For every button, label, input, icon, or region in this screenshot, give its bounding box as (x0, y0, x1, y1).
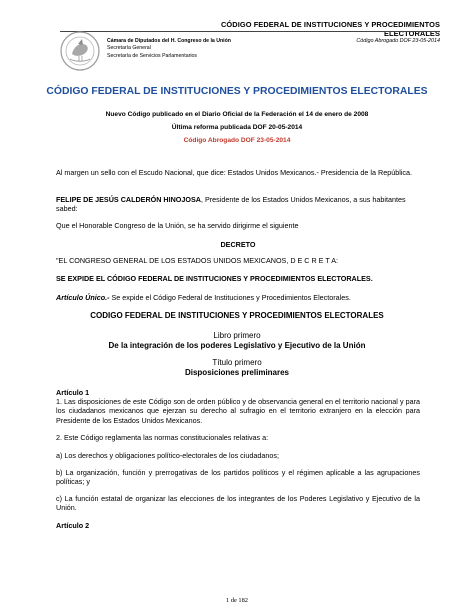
article-1-heading: Artículo 1 (56, 388, 90, 397)
titulo-title: Disposiciones preliminares (184, 368, 290, 378)
header-abrogation-note: Código Abrogado DOF 23-05-2014 (356, 38, 440, 44)
org-department: Secretaría General (107, 45, 151, 52)
president-text: , Presidente de los Estados Unidos Mexicanos, a sus habitantes sabed: (56, 195, 406, 214)
president-paragraph (56, 195, 420, 214)
margin-seal-paragraph: Al margen un sello con el Escudo Nacional, que dice: Estados Unidos Mexicanos.- Presidencia de la República. (56, 168, 412, 177)
code-heading: CODIGO FEDERAL DE INSTITUCIONES Y PROCEDIMIENTOS ELECTORALES (90, 311, 384, 320)
national-seal-icon (58, 30, 102, 72)
libro-label: Libro primero (213, 331, 261, 340)
article-2-heading: Artículo 2 (56, 521, 90, 530)
article-1-paragraph-2: 2. Este Código reglamenta las normas constitucionales relativas a: (56, 433, 269, 442)
decreto-heading: DECRETO (220, 240, 256, 249)
article-1-item-b: b) La organización, función y prerrogativas de los partidos políticos y el régimen aplicable a las agrupaciones políticas; y (56, 468, 420, 487)
article-1-item-a: a) Los derechos y obligaciones político-electorales de los ciudadanos; (56, 451, 279, 460)
page-number: 1 de 182 (225, 597, 248, 604)
document-title: CÓDIGO FEDERAL DE INSTITUCIONES Y PROCEDIMIENTOS ELECTORALES (46, 86, 428, 97)
articulo-unico-paragraph (56, 293, 420, 302)
libro-title: De la integración de los poderes Legislativo y Ejecutivo de la Unión (108, 341, 366, 351)
abrogation-note: Código Abrogado DOF 23-05-2014 (183, 137, 291, 144)
article-1-paragraph-1: 1. Las disposiciones de este Código son de orden público y de observancia general en el territorio nacional y para los ciudadanos mexicanos que ejerzan su derecho al sufragio en el territorio extranjero en la elección para Presidente de los Estados Unidos Mexicanos. (56, 397, 420, 425)
president-name: FELIPE DE JESÚS CALDERÓN HINOJOSA (56, 195, 201, 204)
articulo-unico-label: Artículo Único.- (56, 293, 110, 302)
article-1-item-c: c) La función estatal de organizar las elecciones de los integrantes de los Poderes Legislativo y Ejecutivo de la Unión. (56, 494, 420, 513)
titulo-label: Título primero (212, 358, 262, 367)
publication-note: Nuevo Código publicado en el Diario Oficial de la Federación el 14 de enero de 2008 (105, 111, 369, 118)
congress-decree-line: "EL CONGRESO GENERAL DE LOS ESTADOS UNIDOS MEXICANOS, D E C R E T A: (56, 256, 338, 265)
running-header-title: CÓDIGO FEDERAL DE INSTITUCIONES Y PROCEDIMIENTOS ELECTORALES (220, 20, 440, 38)
org-name: Cámara de Diputados del H. Congreso de la Unión (107, 38, 231, 44)
expide-line: SE EXPIDE EL CÓDIGO FEDERAL DE INSTITUCIONES Y PROCEDIMIENTOS ELECTORALES. (56, 274, 373, 283)
last-reform-note: Última reforma publicada DOF 20-05-2014 (171, 124, 303, 131)
articulo-unico-text: Se expide el Código Federal de Instituciones y Procedimientos Electorales. (109, 293, 351, 302)
header-organization (107, 38, 231, 60)
org-service: Secretaría de Servicios Parlamentarios (107, 52, 197, 59)
header-rule (60, 31, 440, 32)
titulo-heading (40, 358, 434, 379)
congress-paragraph: Que el Honorable Congreso de la Unión, se ha servido dirigirme el siguiente (56, 221, 299, 230)
libro-heading (40, 331, 434, 352)
